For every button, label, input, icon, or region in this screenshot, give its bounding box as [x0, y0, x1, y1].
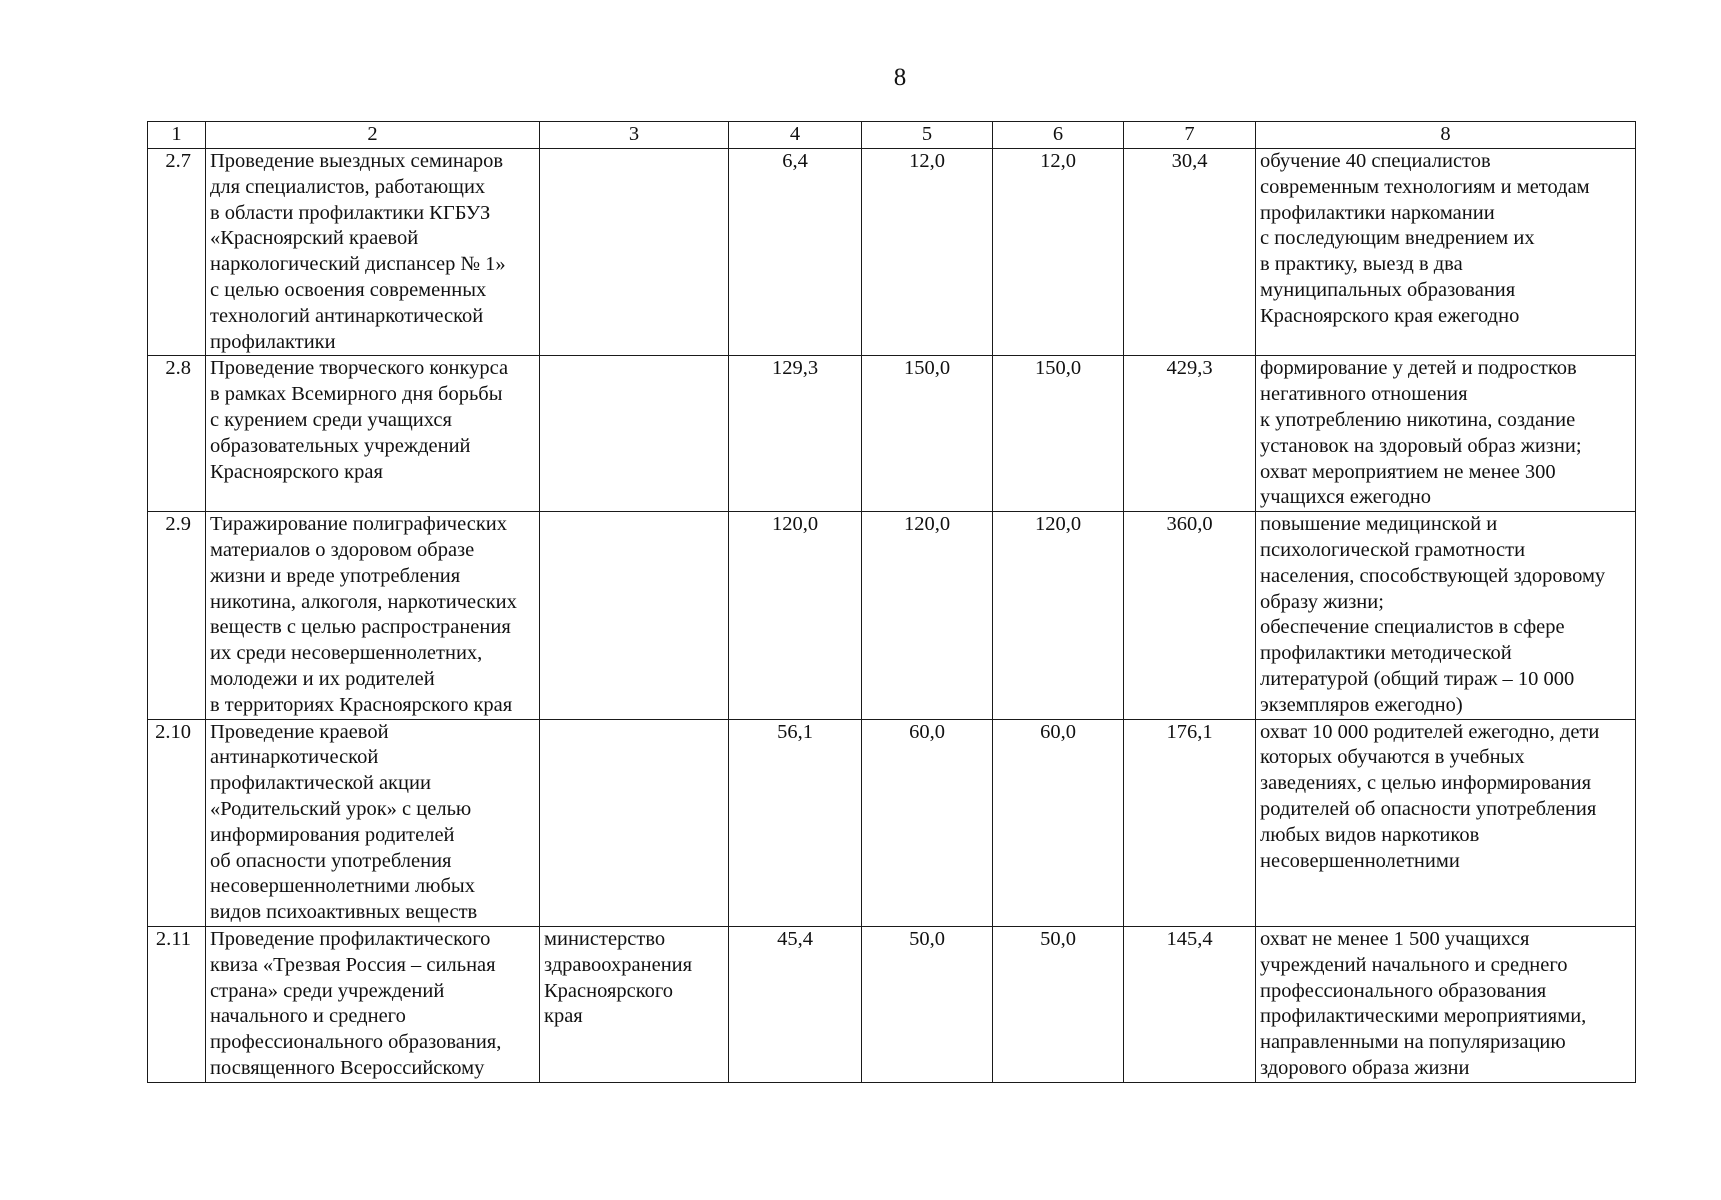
activity-name: Проведение творческого конкурса в рамках Всемирного дня борьбы с курением среди учащихся образовательных учреждений Красноярского края: [206, 356, 540, 512]
expected-result: повышение медицинской и психологической грамотности населения, способствующей здоровому образу жизни; обеспечение специалистов в сфере профилактики методической литературой (общий тираж – 10 000 экземпляров ежегодно): [1256, 512, 1636, 719]
value-col-5: 12,0: [862, 149, 993, 356]
executor-cell: [540, 719, 729, 926]
column-header-4: 4: [729, 122, 862, 149]
row-number: 2.8: [148, 356, 206, 512]
activity-name: Тиражирование полиграфических материалов о здоровом образе жизни и вреде употребления никотина, алкоголя, наркотических веществ с целью распространения их среди несовершеннолетних, молодежи и их родителей в территориях Красноярского края: [206, 512, 540, 719]
table-row: [148, 926, 1636, 1082]
expected-result: охват не менее 1 500 учащихся учреждений начального и среднего профессионального образования профилактическими мероприятиями, направленными на популяризацию здорового образа жизни: [1256, 926, 1636, 1082]
column-header-3: 3: [540, 122, 729, 149]
column-header-7: 7: [1124, 122, 1256, 149]
row-number: 2.11: [148, 926, 206, 1082]
table-row: [148, 719, 1636, 926]
page-number: 8: [893, 64, 907, 91]
value-col-6: 50,0: [993, 926, 1124, 1082]
column-header-2: 2: [206, 122, 540, 149]
program-table: [147, 121, 1636, 1083]
value-col-6: 12,0: [993, 149, 1124, 356]
value-total: 360,0: [1124, 512, 1256, 719]
row-number: 2.7: [148, 149, 206, 356]
column-header-6: 6: [993, 122, 1124, 149]
value-col-4: 6,4: [729, 149, 862, 356]
value-col-6: 120,0: [993, 512, 1124, 719]
expected-result: формирование у детей и подростков негативного отношения к употреблению никотина, создание установок на здоровый образ жизни; охват мероприятием не менее 300 учащихся ежегодно: [1256, 356, 1636, 512]
table-row: [148, 512, 1636, 719]
activity-name: Проведение краевой антинаркотической профилактической акции «Родительский урок» с целью информирования родителей об опасности употребления несовершеннолетними любых видов психоактивных веществ: [206, 719, 540, 926]
activity-name: Проведение профилактического квиза «Трезвая Россия – сильная страна» среди учреждений начального и среднего профессионального образования, посвященного Всероссийскому: [206, 926, 540, 1082]
value-col-4: 45,4: [729, 926, 862, 1082]
value-total: 429,3: [1124, 356, 1256, 512]
expected-result: обучение 40 специалистов современным технологиям и методам профилактики наркомании с последующим внедрением их в практику, выезд в два муниципальных образования Красноярского края ежегодно: [1256, 149, 1636, 356]
executor-cell: министерство здравоохранения Красноярского края: [540, 926, 729, 1082]
activity-name: Проведение выездных семинаров для специалистов, работающих в области профилактики КГБУЗ «Красноярский краевой наркологический диспансер № 1» с целью освоения современных технологий антинаркотической профилактики: [206, 149, 540, 356]
value-total: 176,1: [1124, 719, 1256, 926]
value-col-6: 60,0: [993, 719, 1124, 926]
value-total: 145,4: [1124, 926, 1256, 1082]
value-col-6: 150,0: [993, 356, 1124, 512]
table-row: [148, 356, 1636, 512]
expected-result: охват 10 000 родителей ежегодно, дети которых обучаются в учебных заведениях, с целью информирования родителей об опасности употребления любых видов наркотиков несовершеннолетними: [1256, 719, 1636, 926]
value-total: 30,4: [1124, 149, 1256, 356]
table-row: [148, 149, 1636, 356]
value-col-4: 56,1: [729, 719, 862, 926]
value-col-5: 60,0: [862, 719, 993, 926]
column-header-8: 8: [1256, 122, 1636, 149]
value-col-5: 150,0: [862, 356, 993, 512]
executor-cell: [540, 356, 729, 512]
column-header-1: 1: [148, 122, 206, 149]
value-col-5: 50,0: [862, 926, 993, 1082]
value-col-5: 120,0: [862, 512, 993, 719]
executor-cell: [540, 512, 729, 719]
value-col-4: 120,0: [729, 512, 862, 719]
executor-cell: [540, 149, 729, 356]
value-col-4: 129,3: [729, 356, 862, 512]
table-header-row: [148, 122, 1636, 149]
row-number: 2.10: [148, 719, 206, 926]
row-number: 2.9: [148, 512, 206, 719]
column-header-5: 5: [862, 122, 993, 149]
